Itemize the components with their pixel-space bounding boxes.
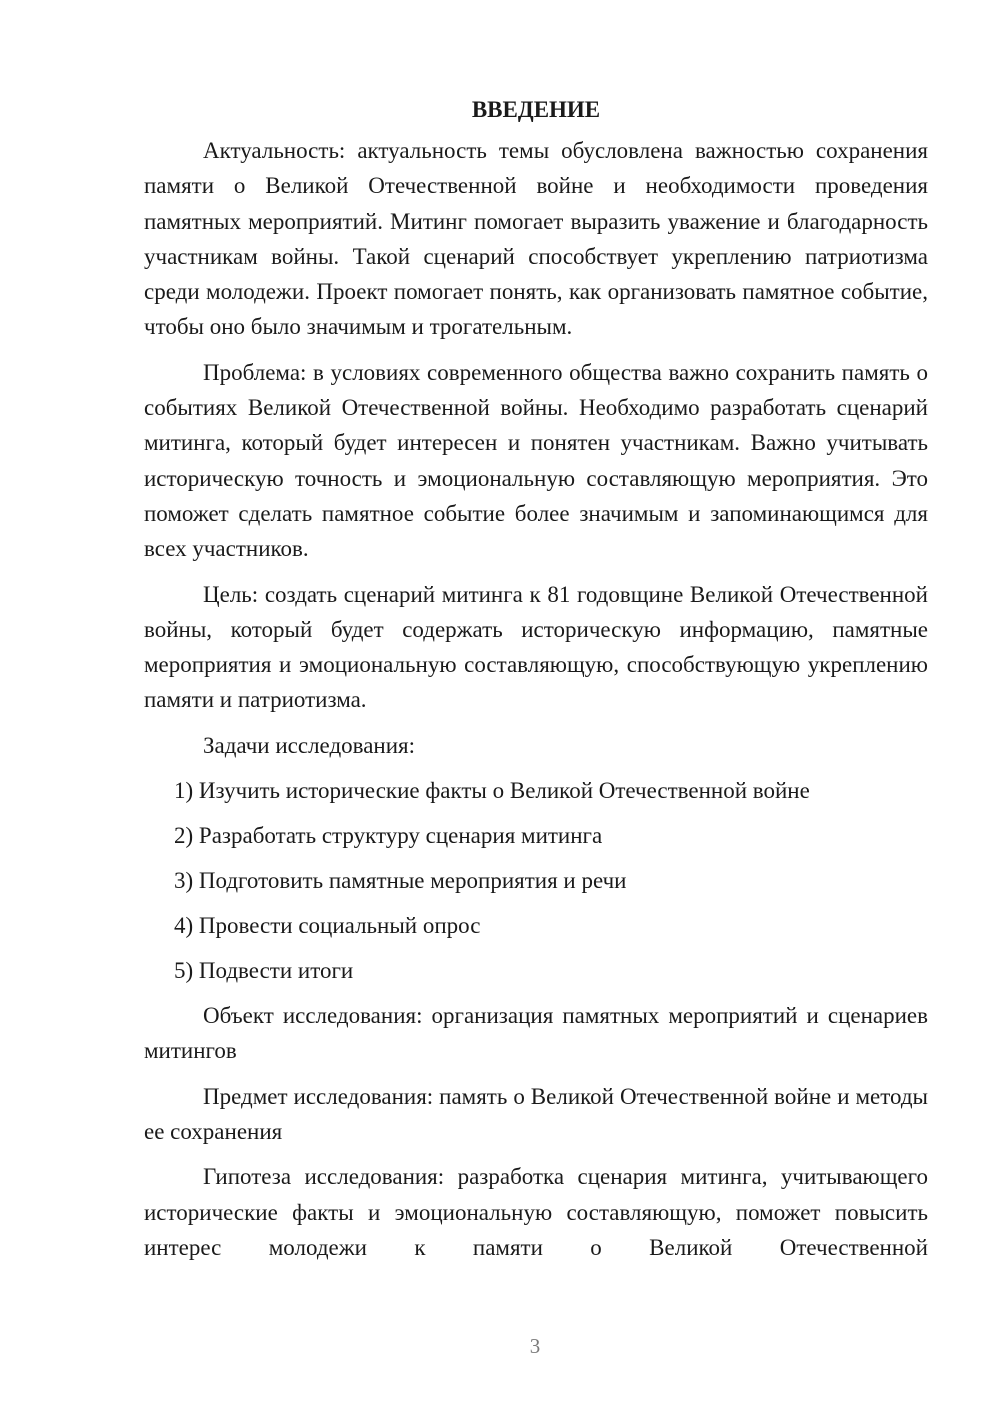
paragraph-goal: Цель: создать сценарий митинга к 81 годовщине Великой Отечественной войны, который будет содержать историческую информацию, памятные мероприятия и эмоциональную составляющую, способствующую укреплению памяти и патриотизма. — [144, 581, 928, 713]
tasks-title: Задачи исследования: — [203, 732, 416, 758]
document-page — [144, 92, 928, 1275]
paragraph-object: Объект исследования: организация памятных мероприятий и сценариев митингов — [144, 1003, 928, 1064]
tasks-list — [144, 773, 928, 988]
page-number: 3 — [529, 1334, 541, 1358]
list-item: 1) Изучить исторические факты о Великой Отечественной войне — [174, 778, 810, 804]
list-item: 2) Разработать структуру сценария митинга — [174, 823, 603, 849]
list-item: 5) Подвести итоги — [174, 958, 354, 984]
paragraph-hypothesis: Гипотеза исследования: разработка сценария митинга, учитывающего исторические факты и эмоциональную составляющую, поможет повысить интерес молодежи к памяти о Великой Отечественной — [144, 1164, 928, 1260]
paragraph-problem: Проблема: в условиях современного общества важно сохранить память о событиях Великой Отечественной войны. Необходимо разработать сценарий митинга, который будет интересен и понятен участникам. Важно учитывать историческую точность и эмоциональную составляющую мероприятия. Это поможет сделать памятное событие более значимым и запоминающимся для всех участников. — [144, 359, 928, 562]
section-heading: ВВЕДЕНИЕ — [471, 97, 601, 122]
list-item: 4) Провести социальный опрос — [174, 913, 481, 939]
paragraph-relevance: Актуальность: актуальность темы обусловлена важностью сохранения памяти о Великой Отечественной войне и необходимости проведения памятных мероприятий. Митинг помогает выразить уважение и благодарность участникам войны. Такой сценарий способствует укреплению патриотизма среди молодежи. Проект помогает понять, как организовать памятное событие, чтобы оно было значимым и трогательным. — [144, 138, 928, 340]
paragraph-subject: Предмет исследования: память о Великой Отечественной войне и методы ее сохранения — [144, 1083, 928, 1144]
list-item: 3) Подготовить памятные мероприятия и речи — [174, 868, 627, 894]
